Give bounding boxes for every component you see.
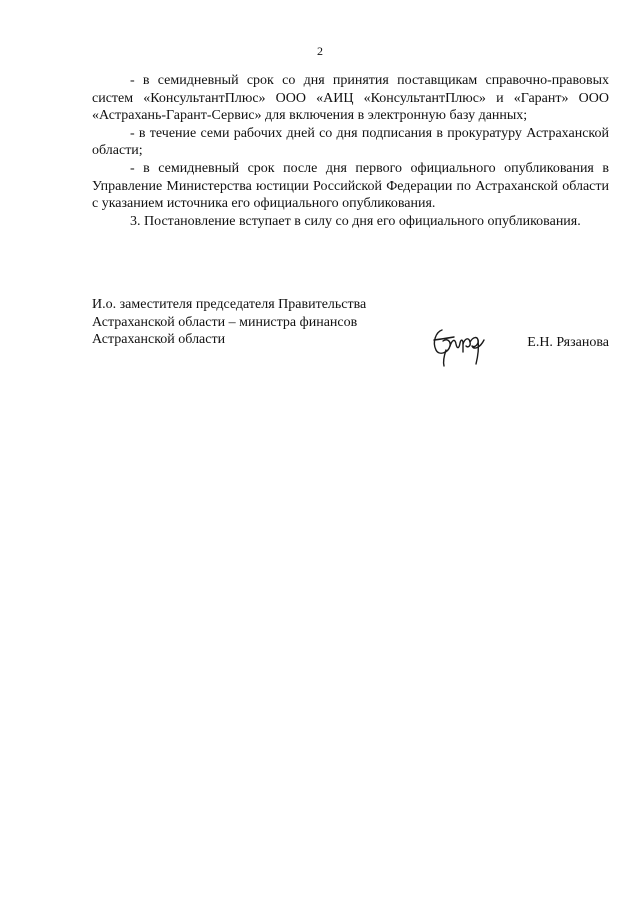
signature-block bbox=[92, 296, 609, 376]
paragraph-ministry-justice: - в семидневный срок после дня первого официального опубликования в Управление Министерства юстиции Российской Федерации по Астраханской области с указанием источника его официального опубликования. bbox=[92, 160, 609, 212]
paragraph-consultant-garant: - в семидневный срок со дня принятия поставщикам справочно-правовых систем «КонсультантПлюс» ООО «АИЦ «КонсультантПлюс» и «Гарант» ООО «Астрахань-Гарант-Сервис» для включения в электронную базу данных; bbox=[92, 73, 609, 124]
handwritten-signature-icon bbox=[428, 320, 490, 370]
signer-title-line: И.о. заместителя председателя Правительства bbox=[92, 297, 367, 312]
signer-title-line: Астраханской области – министра финансов bbox=[92, 314, 358, 330]
signer-name: Е.Н. Рязанова bbox=[527, 335, 609, 350]
paragraph-entry-into-force: 3. Постановление вступает в силу со дня его официального опубликования. bbox=[130, 213, 581, 229]
page-number: 2 bbox=[317, 44, 323, 58]
signer-title-line: Астраханской области bbox=[92, 332, 226, 348]
paragraph-prosecutor: - в течение семи рабочих дней со дня подписания в прокуратуру Астраханской области; bbox=[92, 125, 609, 159]
signer-title bbox=[92, 296, 366, 349]
document-body bbox=[92, 72, 609, 230]
